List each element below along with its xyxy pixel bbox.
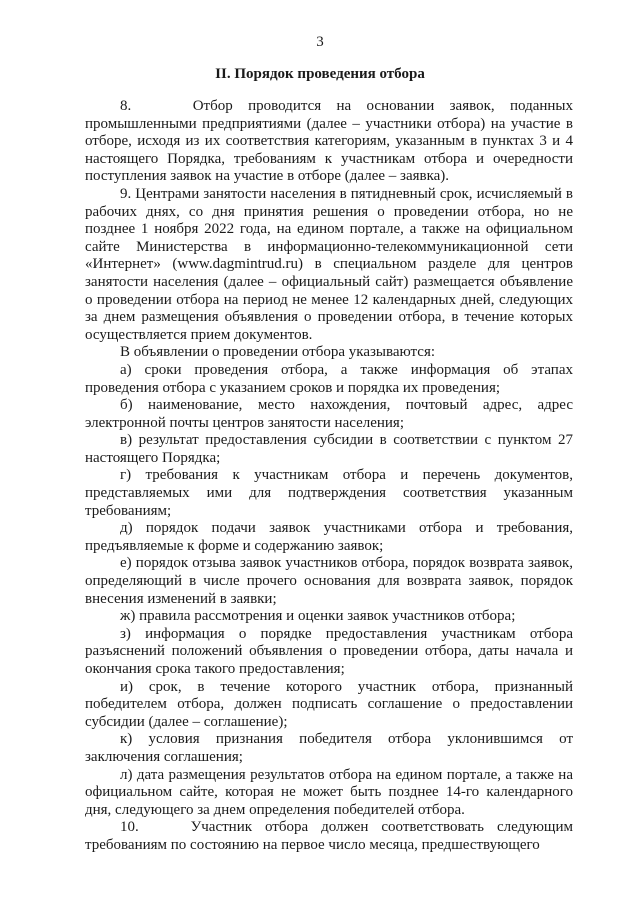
document-body [85,98,573,855]
list-item-b: б) наименование, место нахождения, почтовый адрес, адрес электронной почты центров занятости населения; [85,397,573,431]
paragraph-9: 9. Центрами занятости населения в пятидневный срок, исчисляемый в рабочих днях, со дня принятия решения о проведении отбора, но не позднее 1 ноября 2022 года, на едином портале, а также на официальном сайте Министерства в информационно-телекоммуникационной сети «Интернет» (www.dagmintrud.ru) в специальном разделе для центров занятости населения (далее – официальный сайт) размещается объявление о проведении отбора на период не менее 12 календарных дней, следующих за днем размещения объявления о проведении отбора, в течение которых осуществляется прием документов. [85,185,573,343]
list-item-d: д) порядок подачи заявок участниками отбора и требования, предъявляемые к форме и содержанию заявок; [85,520,573,554]
announcement-intro: В объявлении о проведении отбора указываются: [120,344,436,361]
list-item-i: и) срок, в течение которого участник отбора, признанный победителем отбора, должен подписать соглашение о предоставлении субсидии (далее – соглашение); [85,678,573,730]
list-item-z: з) информация о порядке предоставления участникам отбора разъяснений положений объявления о проведении отбора, даты начала и окончания срока такого предоставления; [85,625,573,677]
page-number: 3 [316,34,324,50]
paragraph-10: 10. Участник отбора должен соответствовать следующим требованиям по состоянию на первое число месяца, предшествующего [85,819,573,853]
section-heading: II. Порядок проведения отбора [215,66,425,82]
list-item-v: в) результат предоставления субсидии в соответствии с пунктом 27 настоящего Порядка; [85,432,573,466]
list-item-k: к) условия признания победителя отбора уклонившимся от заключения соглашения; [85,731,573,765]
list-item-zh: ж) правила рассмотрения и оценки заявок участников отбора; [120,608,516,625]
list-item-l: л) дата размещения результатов отбора на едином портале, а также на официальном сайте, которая не может быть позднее 14-го календарного дня, следующего за днем определения победителей отбора. [85,766,573,818]
paragraph-8: 8. Отбор проводится на основании заявок, поданных промышленными предприятиями (далее – участники отбора) на участие в отборе, исходя из их соответствия категориям, указанным в пунктах 3 и 4 настоящего Порядка, требованиям к участникам отбора и очередности поступления заявок на участие в отборе (далее – заявка). [85,98,573,185]
list-item-a: а) сроки проведения отбора, а также информация об этапах проведения отбора с указанием сроков и порядка их проведения; [85,361,573,396]
list-item-g: г) требования к участникам отбора и перечень документов, представляемых ими для подтверждения соответствия указанным требованиям; [85,467,573,519]
list-item-e: е) порядок отзыва заявок участников отбора, порядок возврата заявок, определяющий в числе прочего основания для возврата заявок, порядок внесения изменений в заявки; [85,555,573,607]
